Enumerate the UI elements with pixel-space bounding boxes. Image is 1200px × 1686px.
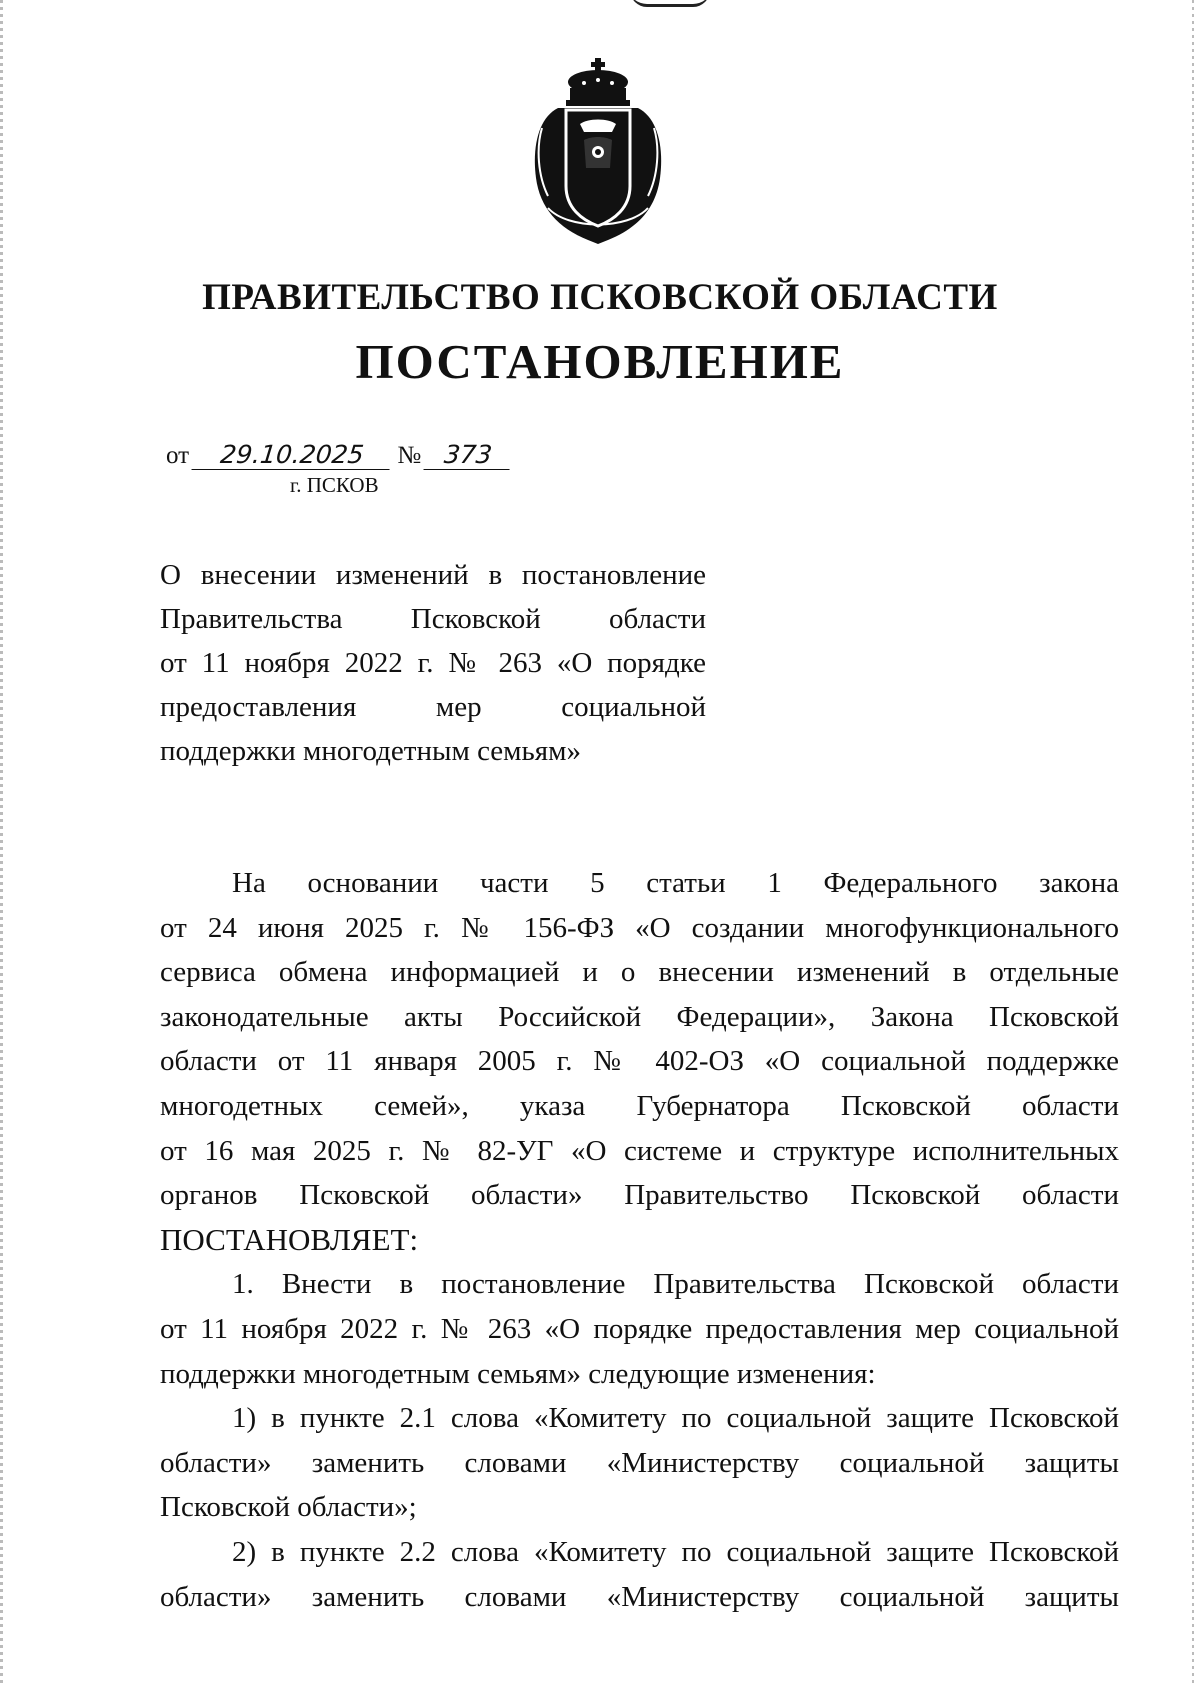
subject-line: Правительства Псковской области (160, 603, 706, 635)
body-line: законодательные акты Российской Федерации», Закона Псковской (160, 1000, 1119, 1033)
document-subject (160, 553, 706, 773)
document-body (160, 861, 1119, 1619)
binding-mark (630, 0, 710, 7)
body-line: от 11 ноября 2022 г. № 263 «О порядке предоставления мер социальной (160, 1312, 1119, 1345)
document-type-title: ПОСТАНОВЛЕНИЕ (355, 334, 845, 389)
city-label: г. ПСКОВ (290, 473, 379, 497)
date-prefix: от (166, 442, 190, 469)
body-line: сервиса обмена информацией и о внесении изменений в отдельные (160, 956, 1119, 989)
body-line: поддержки многодетным семьям» следующие изменения: (160, 1357, 876, 1390)
date-number-line (166, 441, 511, 470)
scan-edge-right (1192, 0, 1194, 1686)
resolution-word: ПОСТАНОВЛЯЕТ: (160, 1221, 419, 1257)
scan-edge-left (0, 0, 3, 1686)
subject-line: от 11 ноября 2022 г. № 263 «О порядке (160, 647, 706, 679)
document-number: 373 (424, 441, 513, 470)
body-line: от 24 июня 2025 г. № 156-ФЗ «О создании многофункционального (160, 911, 1119, 944)
body-line: 1. Внести в постановление Правительства Псковской области (232, 1268, 1119, 1301)
body-line: области от 11 января 2005 г. № 402-ОЗ «О социальной поддержке (160, 1045, 1119, 1078)
body-line: На основании части 5 статьи 1 Федерального закона (232, 867, 1119, 899)
body-line: области» заменить словами «Министерству социальной защиты (160, 1446, 1119, 1479)
body-line: органов Псковской области» Правительство Псковской области (160, 1179, 1119, 1212)
body-line: многодетных семей», указа Губернатора Псковской области (160, 1089, 1119, 1122)
body-line: 2) в пункте 2.2 слова «Комитету по социальной защите Псковской (232, 1535, 1119, 1568)
body-line: Псковской области»; (160, 1491, 417, 1524)
subject-line: поддержки многодетным семьям» (160, 735, 581, 767)
organization-title: ПРАВИТЕЛЬСТВО ПСКОВСКОЙ ОБЛАСТИ (202, 277, 998, 318)
coat-of-arms-icon (528, 58, 668, 248)
body-line: области» заменить словами «Министерству социальной защиты (160, 1580, 1119, 1613)
body-line: от 16 мая 2025 г. № 82-УГ «О системе и структуре исполнительных (160, 1134, 1119, 1167)
subject-line: О внесении изменений в постановление (160, 559, 706, 591)
document-date: 29.10.2025 (192, 441, 393, 470)
body-line: 1) в пункте 2.1 слова «Комитету по социальной защите Псковской (232, 1402, 1119, 1435)
subject-line: предоставления мер социальной (160, 691, 706, 723)
number-prefix: № (397, 442, 422, 469)
